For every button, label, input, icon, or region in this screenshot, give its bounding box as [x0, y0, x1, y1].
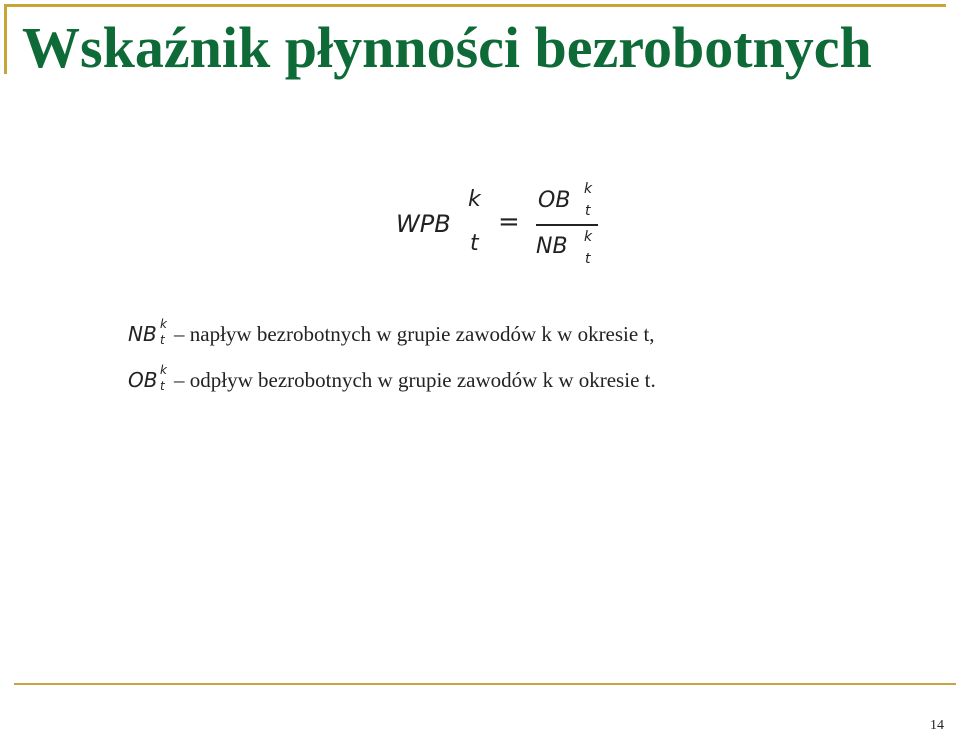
formula-denominator: NB — [536, 234, 568, 259]
definition-symbol: OB — [128, 368, 158, 392]
slide-title: Wskaźnik płynności bezrobotnych — [22, 15, 872, 80]
formula-lhs-superscript: k — [468, 187, 481, 212]
left-border-line — [4, 4, 7, 74]
formula-equals-sign: = — [498, 207, 520, 237]
formula-numerator: OB — [538, 188, 571, 213]
definition-ob — [128, 364, 728, 410]
formula-numerator-superscript: k — [584, 181, 593, 197]
definitions-list — [128, 318, 728, 410]
formula-denominator-subscript: t — [585, 251, 591, 267]
formula-lhs-subscript: t — [470, 231, 479, 256]
definition-subscript: t — [160, 333, 165, 347]
definition-subscript: t — [160, 379, 165, 393]
page-number: 14 — [930, 718, 944, 733]
definition-text: – odpływ bezrobotnych w grupie zawodów k w okresie t. — [174, 368, 656, 392]
definition-symbol: NB — [128, 322, 157, 346]
definition-nb — [128, 318, 728, 364]
formula-denominator-superscript: k — [584, 229, 593, 245]
wpb-formula — [396, 182, 606, 272]
top-border-line — [4, 4, 946, 7]
bottom-border-line — [14, 683, 956, 685]
definition-superscript: k — [160, 317, 167, 331]
formula-lhs: WPB — [396, 210, 451, 238]
definition-text: – napływ bezrobotnych w grupie zawodów k w okresie t, — [174, 322, 655, 346]
formula-numerator-subscript: t — [585, 203, 591, 219]
definition-superscript: k — [160, 363, 167, 377]
fraction-bar — [536, 224, 598, 226]
